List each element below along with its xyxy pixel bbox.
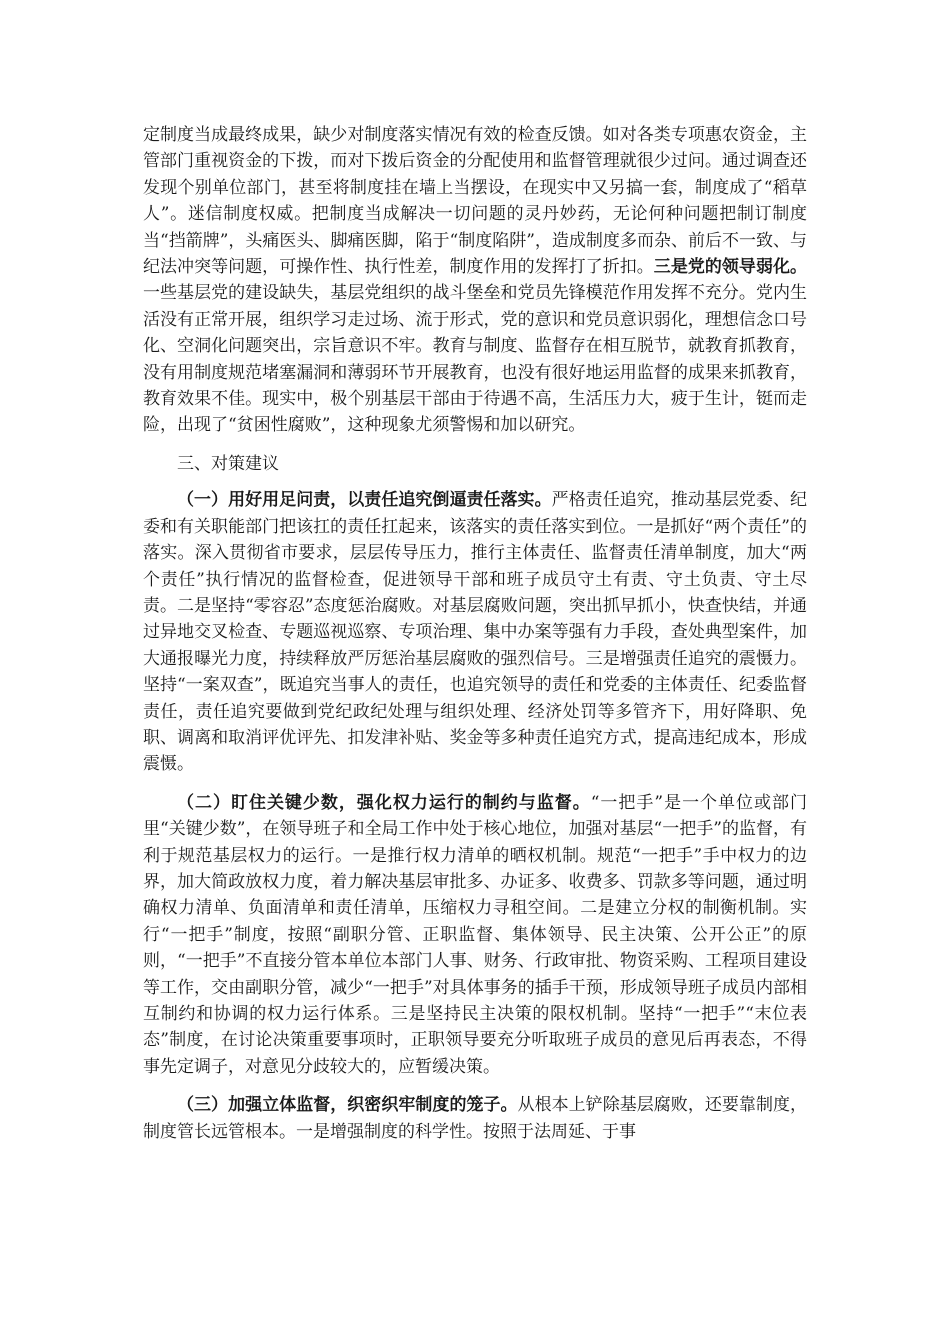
paragraph-3-heading: （二）盯住关键少数，强化权力运行的制约与监督。	[177, 792, 591, 813]
paragraph-1-text-a: 定制度当成最终成果，缺少对制度落实情况有效的检查反馈。如对各类专项惠农资金，主管部门重视资金的下拨，而对下拨后资金的分配使用和监督管理就很少过问。通过调查还发现个别单位部门，甚至将制度挂在墙上当摆设，在现实中又另搞一套，制度成了“稻草人”。迷信制度权威。把制度当成解决一切问题的灵丹妙药，无论何种问题把制订制度当“挡箭牌”，头痛医头、脚痛医脚，陷于“制度陷阱”，造成制度多而杂、前后不一致、与纪法冲突等问题，可操作性、执行性差，制度作用的发挥打了折扣。	[143, 125, 807, 278]
body-paragraph-4	[143, 1092, 807, 1145]
body-paragraph-2	[143, 487, 807, 777]
body-paragraph-3	[143, 790, 807, 1080]
section-heading: 三、对策建议	[177, 453, 279, 474]
document-page	[143, 122, 807, 1145]
paragraph-2-text: 严格责任追究，推动基层党委、纪委和有关职能部门把该扛的责任扛起来，该落实的责任落实到位。一是抓好“两个责任”的落实。深入贯彻省市要求，层层传导压力，推行主体责任、监督责任清单制度，加大“两个责任”执行情况的监督检查，促进领导干部和班子成员守土有责、守土负责、守土尽责。二是坚持“零容忍”态度惩治腐败。对基层腐败问题，突出抓早抓小，快查快结，并通过异地交叉检查、专题巡视巡察、专项治理、集中办案等强有力手段，查处典型案件，加大通报曝光力度，持续释放严厉惩治基层腐败的强烈信号。三是增强责任追究的震慑力。坚持“一案双查”，既追究当事人的责任，也追究领导的责任和党委的主体责任、纪委监督责任，责任追究要做到党纪政纪处理与组织处理、经济处罚等多管齐下，用好降职、免职、调离和取消评优评先、扣发津补贴、奖金等多种责任追究方式，提高违纪成本，形成震慑。	[143, 490, 808, 775]
paragraph-1-bold-phrase: 三是党的领导弱化。	[653, 257, 808, 278]
paragraph-2-heading: （一）用好用足问责，以责任追究倒逼责任落实。	[177, 490, 552, 511]
body-paragraph-1	[143, 122, 807, 439]
paragraph-1-text-b: 一些基层党的建设缺失，基层党组织的战斗堡垒和党员先锋模范作用发挥不充分。党内生活没有正常开展，组织学习走过场、流于形式，党的意识和党员意识弱化，理想信念口号化、空洞化问题突出，宗旨意识不牢。教育与制度、监督存在相互脱节，就教育抓教育，没有用制度规范堵塞漏洞和薄弱环节开展教育，也没有很好地运用监督的成果来抓教育，教育效果不佳。现实中，极个别基层干部由于待遇不高，生活压力大，疲于生计，铤而走险，出现了“贫困性腐败”，这种现象尤须警惕和加以研究。	[143, 283, 807, 436]
paragraph-4-heading: （三）加强立体监督，织密织牢制度的笼子。	[177, 1095, 518, 1116]
paragraph-3-text: “一把手”是一个单位或部门里“关键少数”，在领导班子和全局工作中处于核心地位，加强对基层“一把手”的监督，有利于规范基层权力的运行。一是推行权力清单的晒权机制。规范“一把手”手中权力的边界，加大简政放权力度，着力解决基层审批多、办证多、收费多、罚款多等问题，通过明确权力清单、负面清单和责任清单，压缩权力寻租空间。二是建立分权的制衡机制。实行“一把手”制度，按照“副职分管、正职监督、集体领导、民主决策、公开公正”的原则，“一把手”不直接分管本单位本部门人事、财务、行政审批、物资采购、工程项目建设等工作，交由副职分管，减少“一把手”对具体事务的插手干预，形成领导班子成员内部相互制约和协调的权力运行体系。三是坚持民主决策的限权机制。坚持“一把手”“末位表态”制度，在讨论决策重要事项时，正职领导要充分听取班子成员的意见后再表态，不得事先定调子，对意见分歧较大的，应暂缓决策。	[143, 792, 807, 1077]
paragraph-4-text: 从根本上铲除基层腐败，还要靠制度，制度管长远管根本。一是增强制度的科学性。按照于法周延、于事	[143, 1095, 808, 1142]
